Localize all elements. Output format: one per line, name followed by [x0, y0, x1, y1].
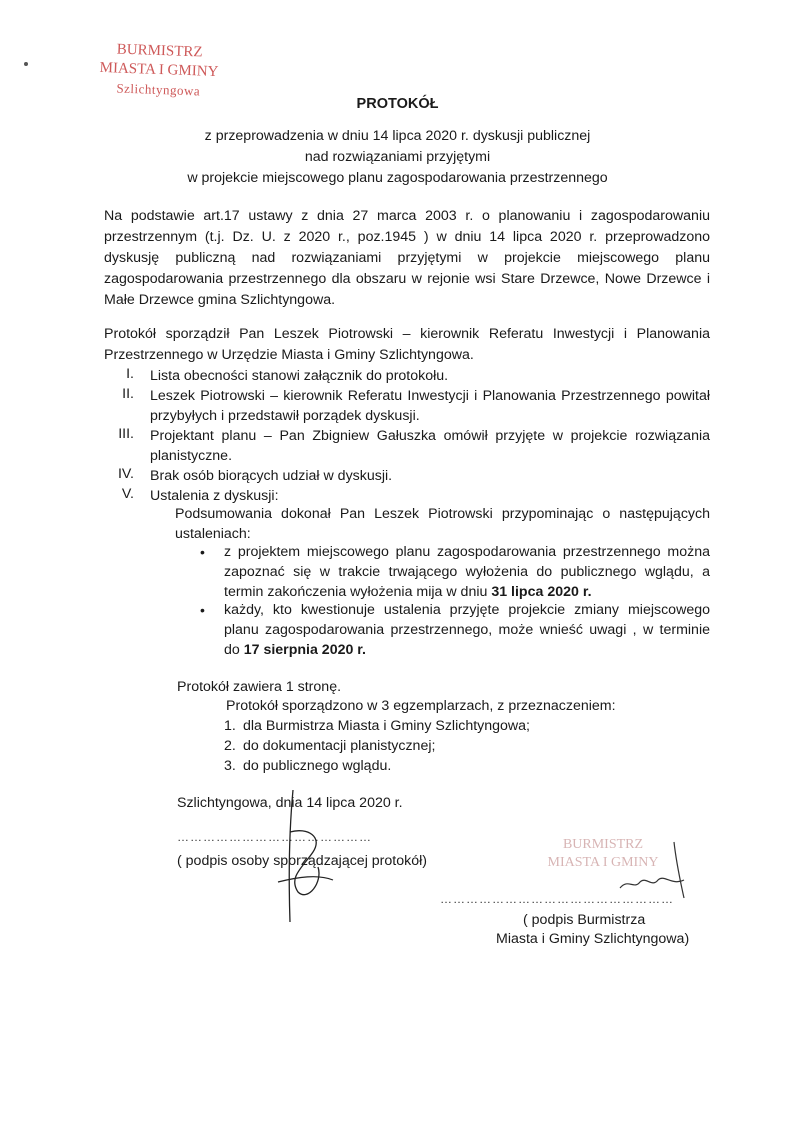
copy-text: dla Burmistrza Miasta i Gminy Szlichtyngowa;	[243, 718, 530, 734]
bullet-date: 31 lipca 2020 r.	[491, 584, 592, 600]
copy-text: do publicznego wglądu.	[243, 758, 392, 774]
copies-intro: Protokół sporządzono w 3 egzemplarzach, z przeznaczeniem:	[226, 698, 616, 714]
bullet-icon: •	[200, 544, 205, 560]
bullet-date: 17 sierpnia 2020 r.	[243, 642, 366, 658]
bullet-item	[224, 600, 710, 660]
list-item	[104, 486, 134, 502]
item-text: Lista obecności stanowi załącznik do protokołu.	[150, 368, 449, 384]
stamp-line-3: Szlichtyngowa	[116, 80, 201, 99]
item-text: Ustalenia z dyskusji:	[150, 488, 279, 504]
author-paragraph: Protokół sporządził Pan Leszek Piotrowski – kierownik Referatu Inwestycji i Planowania Przestrzennego w Urzędzie Miasta i Gminy Szlichtyngowa.	[104, 326, 710, 363]
bullet-text: każdy, kto kwestionuje ustalenia przyjęte projekcie zmiany miejscowego planu zagospodarowania przestrzennego, może wnieść uwagi , w terminie do	[224, 602, 710, 658]
item-number: IV.	[117, 466, 134, 482]
right-signature-line: ………………………………………………	[440, 892, 674, 906]
copy-number: 3.	[224, 758, 236, 774]
bullet-icon: •	[200, 602, 205, 618]
place-date: Szlichtyngowa, dnia 14 lipca 2020 r.	[177, 795, 403, 811]
scan-mark	[24, 62, 28, 66]
subtitle-line-3: w projekcie miejscowego planu zagospodarowania przestrzennego	[187, 170, 608, 186]
copy-number: 1.	[224, 718, 236, 734]
bullet-text: z projektem miejscowego planu zagospodarowania przestrzennego można zapoznać się w trakcie trwającego wyłożenia do publicznego wglądu, a termin zakończenia wyłożenia mija w dniu	[224, 544, 710, 600]
item-text: Brak osób biorących udział w dyskusji.	[150, 468, 393, 484]
item-text: Projektant planu – Pan Zbigniew Gałuszka omówił przyjęte w projekcie rozwiązania planistyczne.	[150, 428, 710, 464]
copy-number: 2.	[224, 738, 236, 754]
left-signature-line: ………………………………………	[177, 830, 372, 844]
left-signature-caption: ( podpis osoby sporządzającej protokół)	[177, 853, 427, 869]
list-item	[104, 426, 134, 442]
stamp-top	[87, 40, 231, 102]
stamp-line-2: MIASTA I GMINY	[99, 59, 219, 81]
page-title: PROTOKÓŁ	[356, 96, 439, 112]
stamp-line-1: BURMISTRZ	[562, 837, 644, 852]
list-item	[104, 366, 134, 382]
list-item	[104, 466, 134, 482]
handwritten-signature	[268, 782, 358, 932]
intro-paragraph: Na podstawie art.17 ustawy z dnia 27 marca 2003 r. o planowaniu i zagospodarowaniu przestrzennym (t.j. Dz. U. z 2020 r., poz.1945 ) w dniu 14 lipca 2020 r. przeprowadzono dyskusję publiczną nad rozwiązaniami przyjętymi w projekcie miejscowego planu zagospodarowania przestrzennego dla obszaru w rejonie wsi Stare Drzewce, Nowe Drzewce i Małe Drzewce gmina Szlichtyngowa.	[104, 208, 710, 308]
summary-intro: Podsumowania dokonał Pan Leszek Piotrowski przypominając o następujących ustaleniach:	[175, 506, 710, 542]
stamp-line-2: MIASTA I GMINY	[547, 855, 659, 870]
item-number: III.	[118, 426, 134, 442]
pages-note: Protokół zawiera 1 stronę.	[177, 679, 342, 695]
subtitle-line-1: z przeprowadzenia w dniu 14 lipca 2020 r. dyskusji publicznej	[204, 128, 591, 144]
item-number: II.	[122, 386, 134, 402]
copy-text: do dokumentacji planistycznej;	[243, 738, 436, 754]
right-signature-caption-1: ( podpis Burmistrza	[523, 912, 646, 928]
item-number: I.	[126, 366, 134, 382]
list-item	[104, 386, 134, 402]
right-signature-caption-2: Miasta i Gminy Szlichtyngowa)	[496, 931, 690, 947]
item-number: V.	[121, 486, 134, 502]
subtitle-line-2: nad rozwiązaniami przyjętymi	[304, 149, 491, 165]
item-text: Leszek Piotrowski – kierownik Referatu Inwestycji i Planowania Przestrzennego powitał przybyłych i przedstawił porządek dyskusji.	[150, 388, 710, 424]
bullet-item	[224, 542, 710, 602]
stamp-line-1: BURMISTRZ	[116, 41, 203, 61]
